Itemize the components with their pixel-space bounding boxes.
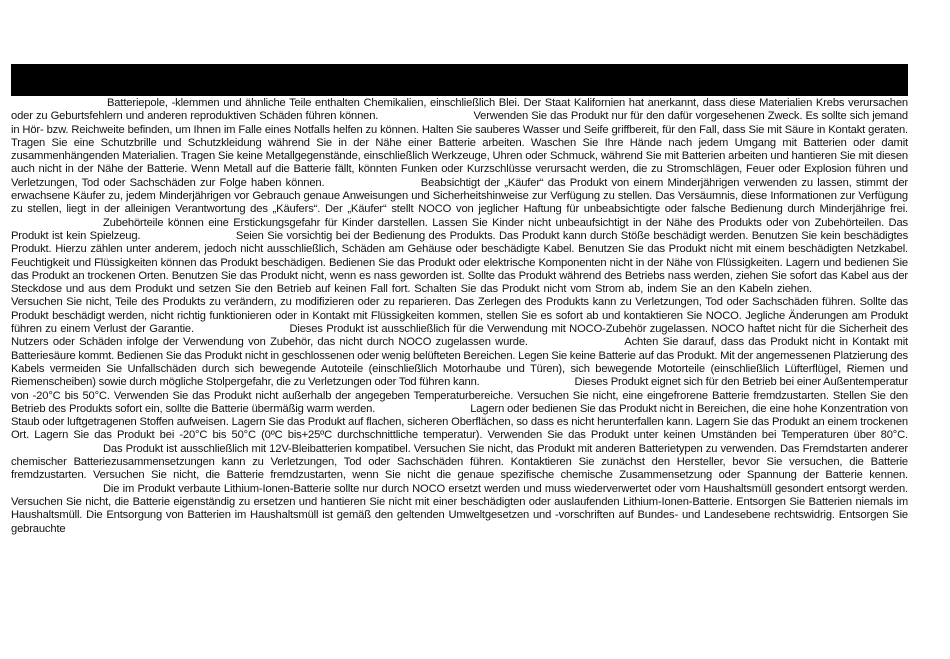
paragraph-battery-acid: Achten Sie darauf, dass das Produkt nicht in Kontakt mit Batteriesäure kommt. Bedienen Sie das Produkt nicht in geschlossenen oder wenig belüfteten Bereichen. Legen Sie keine Batterie auf das Produkt. Mit der angemessenen Platzierung des Kabels vermeiden Sie Unfallschäden durch sich bewegende Autoteile (einschließlich Motorhaube und Türen), sich bewegende Motorteile (einschließlich Lüfterflügel, Riemen und Riemenscheiben) sowie durch mögliche Stolpergefahr, die zu Verletzungen oder Tod führen kann. [11,336,909,389]
paragraph-modification: Versuchen Sie nicht, Teile des Produkts zu verändern, zu modifizieren oder zu reparieren. Das Zerlegen des Produkts kann zu Verletzungen, Tod oder Sachschäden führen. Sollte das Produkt beschädigt werden, nicht richtig funktionieren oder in Kontakt mit Flüssigkeiten kommen, stellen Sie es sofort ab und kontaktieren Sie NOCO. Jegliche Änderungen am Produkt führen zu einem Verlust der Garantie. [11,296,908,336]
paragraph-minors: Beabsichtigt der „Käufer“ das Produkt von einem Minderjährigen verwenden zu lassen, stimmt der erwachsene Käufer zu, jedem Minderjährigen vor Gebrauch genaue Anweisungen und Sicherheitshinweise zur Verfügung zu stellen. Das Versäumnis, diese Informationen zur Verfügung zu stellen, liegt in der alleinigen Verantwortung des „Käufers“. Der „Käufer“ stellt NOCO von jeglicher Haftung für unbeabsichtigte oder falsche Bedienung durch Minderjährige frei. [11,176,908,216]
indent-spacer [532,344,624,345]
indent-spacer [378,411,470,412]
paragraph-accessories: Dieses Produkt ist ausschließlich für die Verwendung mit NOCO-Zubehör zugelassen. NOCO haftet nicht für die Sicherheit des Nutzers oder Schäden infolge der Verwendung von Zubehör, das nicht durch NOCO zugelassen wurde. [11,323,908,349]
indent-spacer [144,238,236,239]
paragraph-compatibility: Das Produkt ist ausschließlich mit 12V-Bleibatterien kompatibel. Versuchen Sie nicht, das Produkt mit anderen Batterietypen zu verwenden. Das Fremdstarten anderer chemischer Batteriezusammensetzungen kann zu Verletzungen, Tod oder Sachschäden führen. Kontaktieren Sie zunächst den Hersteller, bevor Sie versuchen, die Batterie fremdzustarten. Versuchen Sie nicht, die Batterie fremdzustarten, wenn Sie nicht die genaue spezifische chemische Zusammensetzung oder Spannung der Batterie kennen. [11,442,908,482]
document-body [11,97,908,536]
indent-spacer [816,291,908,292]
paragraph-california-warning: Batteriepole, -klemmen und ähnliche Teile enthalten Chemikalien, einschließlich Blei. Der Staat Kalifornien hat anerkannt, dass diese Materialien Krebs verursachen oder zu Geburtsfehlern und anderen reproduktiven Schäden führen können. [11,97,908,123]
paragraph-operating-temperature: Dieses Produkt eignet sich für den Betrieb bei einer Außentemperatur von -20°C bis 50°C. Verwenden Sie das Produkt nicht außerhalb der angegeben Temperaturbereiche. Versuchen Sie nicht, eine eingefrorene Batterie fremdzustarten. Stellen Sie den Betrieb des Produkts sofort ein, sollte die Batterie übermäßig warm werden. [11,376,908,415]
indent-spacer [483,384,575,385]
indent-spacer [11,491,103,492]
paragraph-storage: Lagern oder bedienen Sie das Produkt nicht in Bereichen, die eine hohe Konzentration von Staub oder luftgetragenen Stoffen aufweisen. Lagern Sie das Produkt auf flachen, sicheren Oberflächen, so dass es nicht herunterfallen kann. Lagern Sie das Produkt an einem trockenen Ort. Lagern Sie das Produkt bei -20°C bis 50°C (0ºC bis+25ºC durchschnittliche temperatur). Verwenden Sie das Produkt unter keinen Umständen bei Temperaturen über 80°C. [11,402,908,442]
paragraph-choking-hazard: Zubehörteile können eine Erstickungsgefahr für Kinder darstellen. Lassen Sie Kinder nicht unbeaufsichtigt in der Nähe des Produkts oder von Zubehörteilen. Das Produkt ist kein Spielzeug. [11,216,908,242]
indent-spacer [11,225,103,226]
paragraph-disposal: Die im Produkt verbaute Lithium-Ionen-Batterie sollte nur durch NOCO ersetzt werden und muss wiederverwertet oder vom Haushaltsmüll gesondert entsorgt werden. Versuchen Sie nicht, die Batterie eigenständig zu ersetzen und hantieren Sie nicht mit einer beschädigten oder auslaufenden Lithium-Ionen-Batterie. Entsorgen Sie Batterien niemals im Haushaltsmüll. Die Entsorgung von Batterien im Haushaltsmüll ist gemäß den geltenden Umweltgesetzen und -vorschriften auf Bundes- und Landesebene rechtswidrig. Entsorgen Sie gebrauchte [11,482,908,535]
indent-spacer [329,185,421,186]
paragraph-handling: Seien Sie vorsichtig bei der Bedienung des Produkts. Das Produkt kann durch Stöße beschädigt werden. Benutzen Sie kein beschädigtes Produkt. Hierzu zählen unter anderem, jedoch nicht ausschließlich, Schäden am Gehäuse oder beschädigte Kabel. Benutzen Sie das Produkt nicht mit einem beschädigten Netzkabel. Feuchtigkeit und Flüssigkeiten können das Produkt beschädigen. Bedienen Sie das Produkt oder elektrische Komponenten nicht in der Nähe von Flüssigkeiten. Lagern und bedienen Sie das Produkt an trockenen Orten. Benutzen Sie das Produkt nicht, wenn es nass geworden ist. Sollte das Produkt während des Betriebs nass werden, ziehen Sie sofort das Kabel aus der Steckdose und aus dem Produkt und setzen Sie den Betrieb auf keinen Fall fort. Schalten Sie das Produkt nicht vom Strom ab, indem Sie an den Kabeln ziehen. [11,229,909,296]
indent-spacer [11,105,107,106]
indent-spacer [381,118,473,119]
indent-spacer [197,331,289,332]
header-bar [11,64,908,96]
paragraph-intended-use: Verwenden Sie das Produkt nur für den dafür vorgesehenen Zweck. Es sollte sich jemand in Hör- bzw. Reichweite befinden, um Ihnen im Falle eines Notfalls helfen zu können. Halten Sie sauberes Wasser und Seife griffbereit, für den Fall, dass Sie mit Säure in Kontakt geraten. Tragen Sie eine Schutzbrille und Schutzkleidung während Sie in der Nähe einer Batterie arbeiten. Waschen Sie Ihre Hände nach jedem Umgang mit Batterien oder damit zusammenhängenden Materialien. Tragen Sie keine Metallgegenstände, einschließlich Werkzeuge, Uhren oder Schmuck, während Sie mit Batterien arbeiten und hantieren Sie mit diesen auch nicht in der Nähe der Batterie. Wenn Metall auf die Batterie fällt, könnten Funken oder Kurzschlüsse verursacht werden, die zu Stromschlägen, Feuer oder Explosion führen und Verletzungen, Tod oder Sachschäden zur Folge haben können. [11,110,908,189]
indent-spacer [11,451,103,452]
